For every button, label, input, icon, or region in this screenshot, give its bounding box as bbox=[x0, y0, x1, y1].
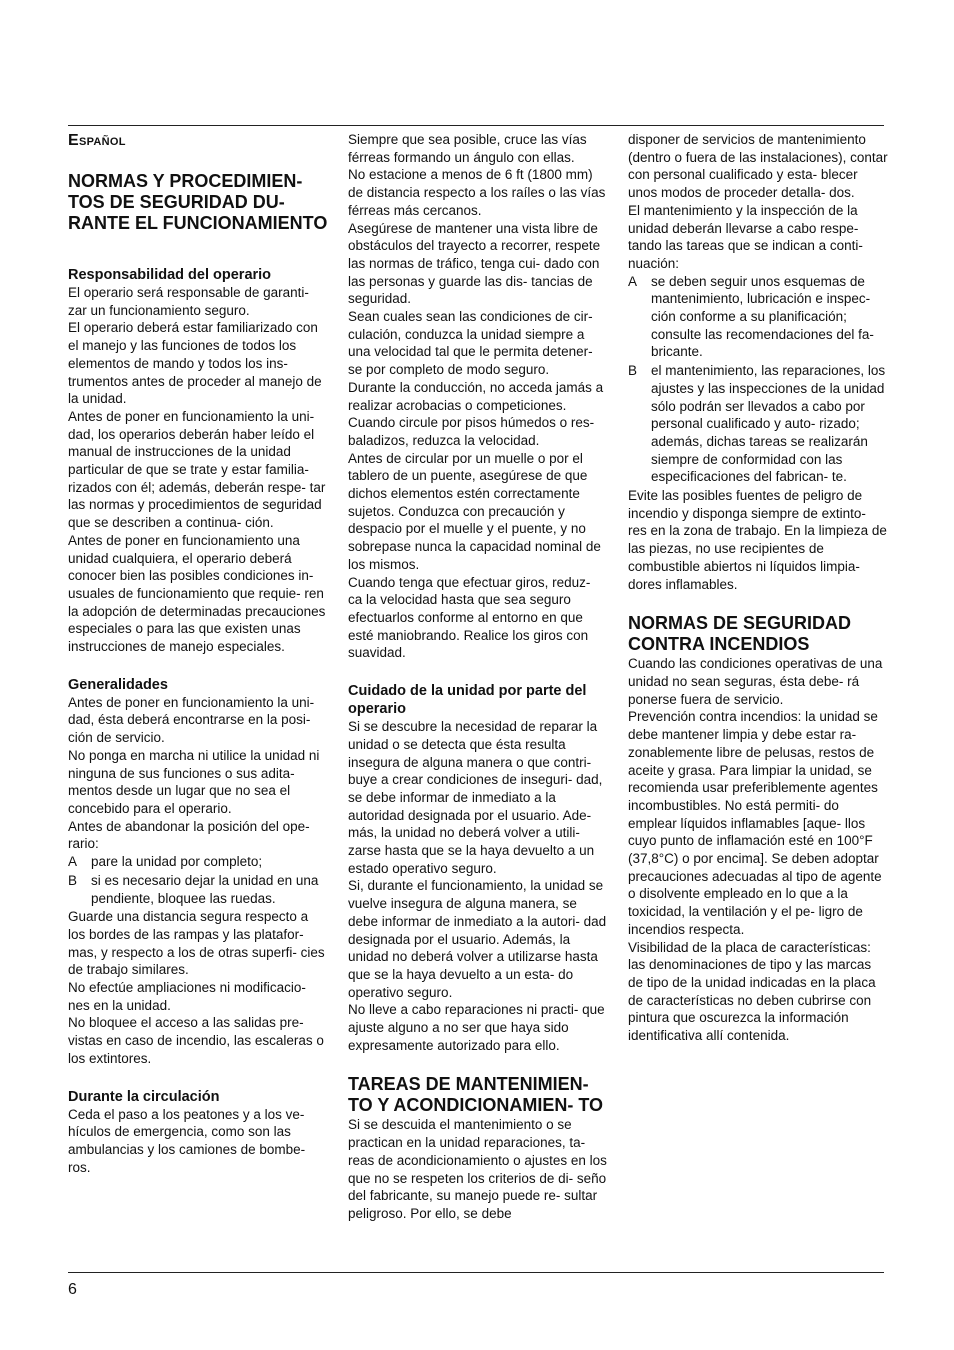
paragraph: Ceda el paso a los peatones y a los ve- hículos de emergencia, como son las ambulancias y los camiones de bombe- ros. bbox=[68, 1106, 306, 1175]
paragraph: Antes de poner en funcionamiento una unidad cualquiera, el operario deberá conocer bien las posibles condiciones in- usuales de funcionamiento que requie- ren la adopción de determinadas precauciones especiales o para las que existen unas instrucciones de manejo especiales. bbox=[68, 532, 326, 655]
list-label: B bbox=[628, 363, 638, 379]
paragraph: Cuando las condiciones operativas de una unidad no sean seguras, ésta debe- rá ponerse fuera de servicio. bbox=[628, 656, 883, 707]
paragraph: Si se descubre la necesidad de reparar la unidad o se detecta que ésta resulta insegura de alguna manera o que contri- buye a crear condiciones de inseguri- dad, se debe informar de inmediato a la autoridad designada por el usuario. Ade- más, la unidad no deberá volver a utili- zarse hasta que se la haya devuelto a un estado operativo seguro. bbox=[348, 719, 603, 876]
paragraph: No estacione a menos de 6 ft (1800 mm) de distancia respecto a los raíles o las vías férreas más cercanos. bbox=[348, 167, 606, 218]
paragraph: Durante la conducción, no acceda jamás a realizar acrobacias o competiciones. bbox=[348, 379, 604, 413]
paragraph: El operario deberá estar familiarizado con el manejo y las funciones de todos los elementos de mando y todos los ins- trumentos antes de proceder al manejo de la unidad. bbox=[68, 320, 322, 407]
paragraph: Cuando circule por pisos húmedos o res- baladizos, reduzca la velocidad. bbox=[348, 415, 595, 448]
paragraph: Asegúrese de mantener una vista libre de obstáculos del trayecto a recorrer, respete las normas de tráfico, tenga cui- dado con las personas y guarde las dis- tancias de seguridad. bbox=[348, 220, 601, 307]
list-label: A bbox=[68, 854, 78, 870]
paragraph: disponer de servicios de mantenimiento (dentro o fuera de las instalaciones), contar con personal cualificado y esta- blecer unos modos de proceder detalla- dos. bbox=[628, 132, 888, 201]
section-title-safety-rules: NORMAS Y PROCEDIMIEN- TOS DE SEGURIDAD DU- RANTE EL FUNCIONAMIENTO bbox=[68, 171, 328, 233]
paragraph: Antes de poner en funcionamiento la uni- dad, ésta deberá encontrarse en la posi- ción de servicio. bbox=[68, 694, 315, 746]
paragraph: Si se descuida el mantenimiento o se practican en la unidad reparaciones, ta- reas de acondicionamiento o ajustes en los que no se respeten los criterios de di- seño del fabricante, su manejo puede re- sultar peligroso. Por ello, se debe bbox=[348, 1117, 607, 1221]
list-item bbox=[628, 273, 888, 362]
language-heading: Español bbox=[68, 132, 126, 149]
column-2 bbox=[348, 131, 608, 1223]
column-1 bbox=[68, 131, 328, 1176]
list-label: A bbox=[628, 273, 638, 289]
paragraph: Evite las posibles fuentes de peligro de incendio y disponga siempre de extinto- res en la zona de trabajo. En la limpieza de las piezas, no use recipientes de combustible abiertos ni líquidos limpia- dores inflamables. bbox=[628, 488, 887, 592]
section-title-fire-safety: NORMAS DE SEGURIDAD CONTRA INCENDIOS bbox=[628, 613, 852, 655]
list-text: si es necesario dejar la unidad en una pendiente, bloquee las ruedas. bbox=[91, 872, 319, 906]
paragraph: Antes de abandonar la posición del ope- rario: bbox=[68, 818, 310, 852]
list-text: el mantenimiento, las reparaciones, los ajustes y las inspecciones de la unidad sólo podrán ser llevados a cabo por personal cualificado y auto- rizado; además, dichas tareas se realizarán siempre de conformidad con las especificaciones del fabrican- te. bbox=[651, 363, 886, 485]
list-text: pare la unidad por completo; bbox=[91, 854, 263, 870]
paragraph: Siempre que sea posible, cruce las vías férreas formando un ángulo con ellas. bbox=[348, 132, 587, 165]
paragraph: No bloquee el acceso a las salidas pre- vistas en caso de incendio, las escaleras o los extintores. bbox=[68, 1015, 324, 1066]
paragraph: No ponga en marcha ni utilice la unidad ni ninguna de sus funciones o sus adita- mentos desde un lugar que no sea el concebido para el operario. bbox=[68, 747, 320, 816]
paragraph: Sean cuales sean las condiciones de cir- culación, conduzca la unidad siempre a una velocidad tal que le permita detener- se por completo de modo seguro. bbox=[348, 309, 593, 378]
paragraph: Cuando tenga que efectuar giros, reduz- ca la velocidad hasta que sea seguro efectuarlos conforme al entorno en que esté maniobrando. Realice los giros con suavidad. bbox=[348, 574, 591, 661]
subsection-title-operator-care: Cuidado de la unidad por parte del operario bbox=[348, 683, 587, 718]
paragraph: El mantenimiento y la inspección de la unidad deberán llevarse a cabo respe- tando las tareas que se indican a conti- nuación: bbox=[628, 202, 863, 271]
section-title-maintenance: TAREAS DE MANTENIMIEN- TO Y ACONDICIONAMIEN- TO bbox=[348, 1074, 604, 1116]
paragraph: No lleve a cabo reparaciones ni practi- que ajuste alguno a no ser que haya sido expresamente autorizado para ello. bbox=[348, 1002, 605, 1053]
list-label: B bbox=[68, 872, 78, 888]
paragraph: Visibilidad de la placa de características: las denominaciones de tipo y las marcas de tipo de la unidad indicadas en la placa de características no deben cubrirse con pintura que oscurezca la información identificativa allí contenida. bbox=[628, 939, 876, 1044]
paragraph: Guarde una distancia segura respecto a los bordes de las rampas y las platafor- mas, y respecto a los de otras superfi- cies de trabajo similares. bbox=[68, 909, 325, 978]
subsection-title-driving: Durante la circulación bbox=[68, 1088, 220, 1105]
paragraph: No efectúe ampliaciones ni modificacio- nes en la unidad. bbox=[68, 980, 306, 1013]
paragraph: Si, durante el funcionamiento, la unidad se vuelve insegura de alguna manera, se debe informar de inmediato a la autori- dad designada por el usuario. Además, la unidad no deberá volver a utilizarse hasta que se la haya devuelto a un esta- do operativo seguro. bbox=[348, 878, 607, 1000]
paragraph: El operario será responsable de garanti- zar un funcionamiento seguro. bbox=[68, 285, 309, 318]
page-number: 6 bbox=[68, 1281, 77, 1298]
list-item bbox=[68, 853, 328, 871]
list-item bbox=[68, 872, 328, 907]
paragraph: Prevención contra incendios: la unidad se debe mantener limpia y debe estar ra- zonablemente libre de pelusas, restos de aceite y grasa. Para limpiar la unidad, se recomienda usar preferiblemente agentes incombustibles. No está permiti- do emplear líquidos inflamables [aque- llos cuyo punto de inflamación esté en 100°F (37,8°C) o por encima]. Se deben adoptar precauciones adecuadas al tipo de agente o disolvente empleado en lo que a la toxicidad, la ventilación y el pe- ligro de incendios respecta. bbox=[628, 709, 882, 937]
list-item bbox=[628, 362, 888, 486]
footer-rule bbox=[68, 1272, 884, 1273]
paragraph: Antes de poner en funcionamiento la uni- dad, los operarios deberán haber leído el manual de instrucciones de la unidad particular de que se trate y estar familia- rizados con él; además, deberán respe- tar las normas y procedimientos de seguridad que se describen a continua- ción. bbox=[68, 408, 326, 531]
list-text: se deben seguir unos esquemas de mantenimiento, lubricación e inspec- ción conforme a su planificación; consulte las recomendaciones del fa- bricante. bbox=[651, 273, 874, 360]
subsection-title-general: Generalidades bbox=[68, 676, 168, 693]
column-3 bbox=[628, 131, 888, 1045]
subsection-title-operator-responsibility: Responsabilidad del operario bbox=[68, 267, 272, 283]
header-rule bbox=[68, 125, 884, 126]
paragraph: Antes de circular por un muelle o por el tablero de un puente, asegúrese de que dichos elementos estén correctamente sujetos. Conduzca con precaución y despacio por el muelle y el puente, y no sobrepase nunca la capacidad nominal de los mismos. bbox=[348, 450, 601, 572]
